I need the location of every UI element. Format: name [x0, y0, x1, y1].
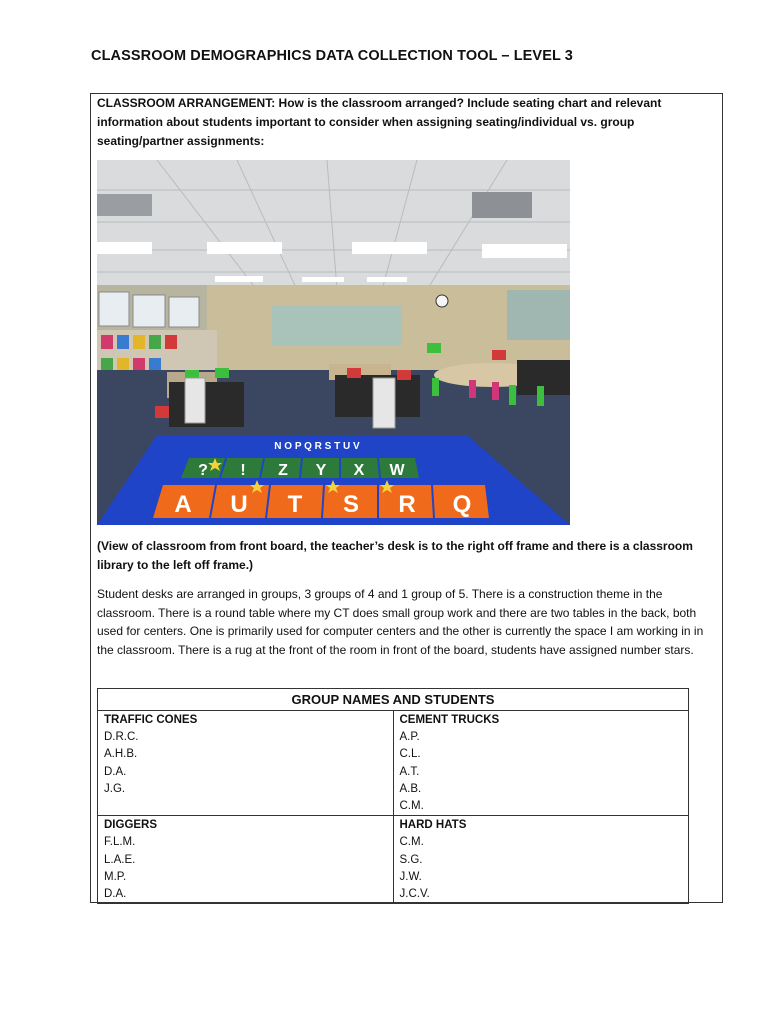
student-initials: L.A.E. — [104, 853, 136, 866]
photo-caption: (View of classroom from front board, the teacher’s desk is to the right off frame and there is a classroom library to the left off frame.) — [97, 539, 693, 572]
student-initials: C.M. — [399, 836, 424, 849]
group-name: DIGGERS — [104, 819, 158, 832]
student-initials: S.G. — [399, 853, 423, 866]
student-initials: C.M. — [399, 800, 424, 813]
student-initials: J.W. — [399, 870, 422, 883]
rug-letter: Q — [452, 491, 472, 518]
table-header-row — [98, 689, 689, 711]
student-initials: F.L.M. — [104, 836, 136, 849]
arrangement-description: Student desks are arranged in groups, 3 groups of 4 and 1 group of 5. There is a construction theme in the classroom. There is a round table where my CT does small group work and there are two tables in the back, both used for centers. One is primarily used for computer centers and the other is currently the space I am working in in the classroom. There is a rug at the front of the room in front of the board, students have assigned number stars. — [97, 587, 704, 657]
group-name: TRAFFIC CONES — [104, 714, 198, 726]
rug-letter: X — [353, 462, 365, 479]
rug-letter: R — [398, 491, 416, 518]
rug-letter: U — [230, 491, 248, 518]
rug-letter: W — [389, 462, 405, 479]
rug-letter: Y — [315, 462, 327, 479]
student-initials: A.T. — [399, 765, 420, 778]
arrangement-prompt: CLASSROOM ARRANGEMENT: How is the classroom arranged? Include seating chart and relevant information about students important to consider when assigning seating/individual vs. group seating/partner assignments: — [97, 96, 662, 148]
rug-letter: A — [174, 491, 192, 518]
document-title: CLASSROOM DEMOGRAPHICS DATA COLLECTION TOOL – LEVEL 3 — [91, 48, 573, 64]
rug-letter: Z — [278, 462, 288, 479]
table-row — [98, 816, 689, 904]
student-initials: J.C.V. — [399, 888, 430, 901]
rug-letter: ? — [198, 462, 208, 479]
group-cell-hard-hats — [393, 816, 689, 904]
group-name: CEMENT TRUCKS — [399, 714, 500, 726]
rug-row-2 — [153, 485, 489, 518]
table-row — [98, 711, 689, 816]
rug-letter: T — [287, 491, 303, 518]
student-initials: D.A. — [104, 765, 127, 778]
student-initials: A.B. — [399, 782, 422, 795]
rug-edge-letters: N O P Q R S T U V — [274, 441, 360, 452]
group-names-table — [97, 688, 689, 904]
student-initials: A.P. — [399, 731, 420, 744]
student-initials: D.A. — [104, 888, 127, 901]
group-cell-diggers — [98, 816, 394, 904]
group-cell-cement-trucks — [393, 711, 689, 816]
group-cell-traffic-cones — [98, 711, 394, 816]
table-header: GROUP NAMES AND STUDENTS — [98, 689, 689, 711]
classroom-photo — [97, 160, 570, 525]
group-name: HARD HATS — [399, 819, 467, 832]
student-initials: D.R.C. — [104, 731, 139, 744]
student-initials: C.L. — [399, 748, 421, 761]
student-initials: J.G. — [104, 782, 126, 795]
rug-letter: S — [342, 491, 360, 518]
student-initials: M.P. — [104, 870, 127, 883]
rug-letter: ! — [240, 462, 246, 479]
student-initials: A.H.B. — [104, 748, 138, 761]
